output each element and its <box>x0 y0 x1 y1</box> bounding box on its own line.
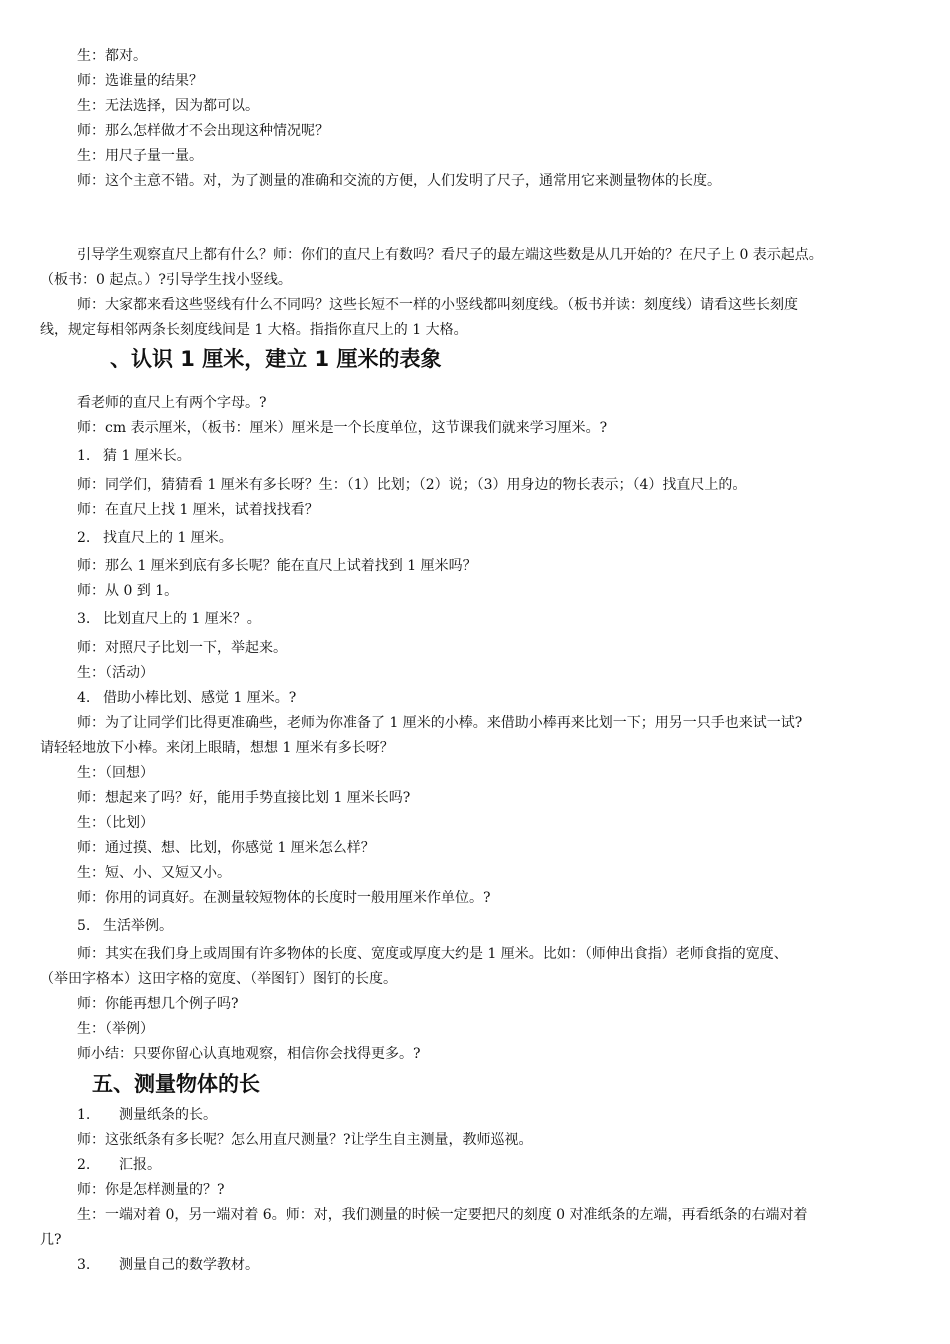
dialogue-line: 生：短、小、又短又小。 <box>77 865 231 881</box>
list-item-number: 2. <box>77 1157 91 1173</box>
list-item-text: 测量自己的数学教材。 <box>119 1257 259 1273</box>
list-item <box>77 1155 161 1175</box>
list-item-text: 汇报。 <box>119 1157 161 1173</box>
list-item-number: 5. <box>77 918 91 934</box>
dialogue-line: 师：同学们，猜猜看 1 厘米有多长呀？生：（1）比划；（2）说；（3）用身边的物长表示；（4）找直尺上的。 <box>77 477 747 493</box>
dialogue-line: 生：（活动） <box>77 665 154 681</box>
list-item <box>77 916 173 936</box>
list-item-number: 3. <box>77 1257 91 1273</box>
dialogue-line: 生：无法选择，因为都可以。 <box>77 98 259 114</box>
list-item-text: 测量纸条的长。 <box>119 1107 217 1123</box>
section-heading: 、认识 1 厘米，建立 1 厘米的表象 <box>110 347 442 371</box>
dialogue-line: 师：这个主意不错。对，为了测量的准确和交流的方便，人们发明了尺子，通常用它来测量物体的长度。 <box>77 173 721 189</box>
dialogue-line: 师：你能再想几个例子吗? <box>77 996 239 1012</box>
paragraph-line: 引导学生观察直尺上都有什么？师：你们的直尺上有数吗？看尺子的最左端这些数是从几开始的？在尺子上 0 表示起点。 <box>77 247 823 263</box>
list-item-text: 比划直尺上的 1 厘米？。 <box>103 611 261 627</box>
dialogue-line: 生：都对。 <box>77 48 147 64</box>
dialogue-line: 生：（比划） <box>77 815 154 831</box>
dialogue-line: 师：这张纸条有多长呢？怎么用直尺测量？?让学生自主测量，教师巡视。 <box>77 1132 533 1148</box>
paragraph-line: 请轻轻地放下小棒。来闭上眼睛，想想 1 厘米有多长呀？ <box>40 740 394 756</box>
dialogue-line: 师：从 0 到 1。 <box>77 583 179 599</box>
list-item <box>77 446 191 466</box>
paragraph-line: 师：大家都来看这些竖线有什么不同吗？这些长短不一样的小竖线都叫刻度线。（板书并读：刻度线）请看这些长刻度 <box>77 297 798 313</box>
dialogue-line: 生：（举例） <box>77 1021 154 1037</box>
dialogue-line: 师：选谁量的结果？ <box>77 73 203 89</box>
list-item-text: 生活举例。 <box>103 918 173 934</box>
paragraph-line: 师：为了让同学们比得更准确些，老师为你准备了 1 厘米的小棒。来借助小棒再来比划一下；用另一只手也来试一试? <box>77 715 803 731</box>
list-item-text: 找直尺上的 1 厘米。 <box>103 530 233 546</box>
dialogue-line: 看老师的直尺上有两个字母。? <box>77 395 267 411</box>
list-item-number: 4. <box>77 690 91 706</box>
list-item-text: 借助小棒比划、感觉 1 厘米。? <box>103 690 297 706</box>
list-item <box>77 609 261 629</box>
dialogue-line: 生：用尺子量一量。 <box>77 148 203 164</box>
list-item <box>77 688 296 708</box>
list-item-text: 猜 1 厘米长。 <box>103 448 191 464</box>
paragraph-line: （板书：0 起点。）?引导学生找小竖线。 <box>40 272 292 288</box>
dialogue-line: 师：在直尺上找 1 厘米，试着找找看？ <box>77 502 319 518</box>
paragraph-line: （举田字格本）这田字格的宽度、（举图钉）图钉的长度。 <box>40 971 397 987</box>
dialogue-line: 师：对照尺子比划一下，举起来。 <box>77 640 287 656</box>
list-item <box>77 1255 259 1275</box>
dialogue-line: 师小结：只要你留心认真地观察，相信你会找得更多。? <box>77 1046 421 1062</box>
dialogue-line: 师：你是怎样测量的？? <box>77 1182 225 1198</box>
list-item-number: 1. <box>77 448 91 464</box>
section-heading: 五、测量物体的长 <box>92 1072 260 1096</box>
list-item-number: 3. <box>77 611 91 627</box>
list-item-number: 2. <box>77 530 91 546</box>
list-item <box>77 528 233 548</box>
list-item-number: 1. <box>77 1107 91 1123</box>
dialogue-line: 师：那么怎样做才不会出现这种情况呢？ <box>77 123 329 139</box>
dialogue-line: 师：通过摸、想、比划，你感觉 1 厘米怎么样？ <box>77 840 375 856</box>
paragraph-line: 师：其实在我们身上或周围有许多物体的长度、宽度或厚度大约是 1 厘米。比如：（师伸出食指）老师食指的宽度、 <box>77 946 788 962</box>
dialogue-line: 师：你用的词真好。在测量较短物体的长度时一般用厘米作单位。? <box>77 890 491 906</box>
dialogue-line: 师：cm 表示厘米，（板书：厘米）厘米是一个长度单位，这节课我们就来学习厘米。? <box>77 420 608 436</box>
dialogue-line: 师：那么 1 厘米到底有多长呢？能在直尺上试着找到 1 厘米吗？ <box>77 558 477 574</box>
dialogue-line: 生：（回想） <box>77 765 154 781</box>
paragraph-line: 生：一端对着 0，另一端对着 6。师：对，我们测量的时候一定要把尺的刻度 0 对准纸条的左端，再看纸条的右端对着 <box>77 1207 808 1223</box>
paragraph-line: 几? <box>40 1232 62 1248</box>
paragraph-line: 线，规定每相邻两条长刻度线间是 1 大格。指指你直尺上的 1 大格。 <box>40 322 468 338</box>
dialogue-line: 师：想起来了吗？好，能用手势直接比划 1 厘米长吗? <box>77 790 411 806</box>
list-item <box>77 1105 217 1125</box>
